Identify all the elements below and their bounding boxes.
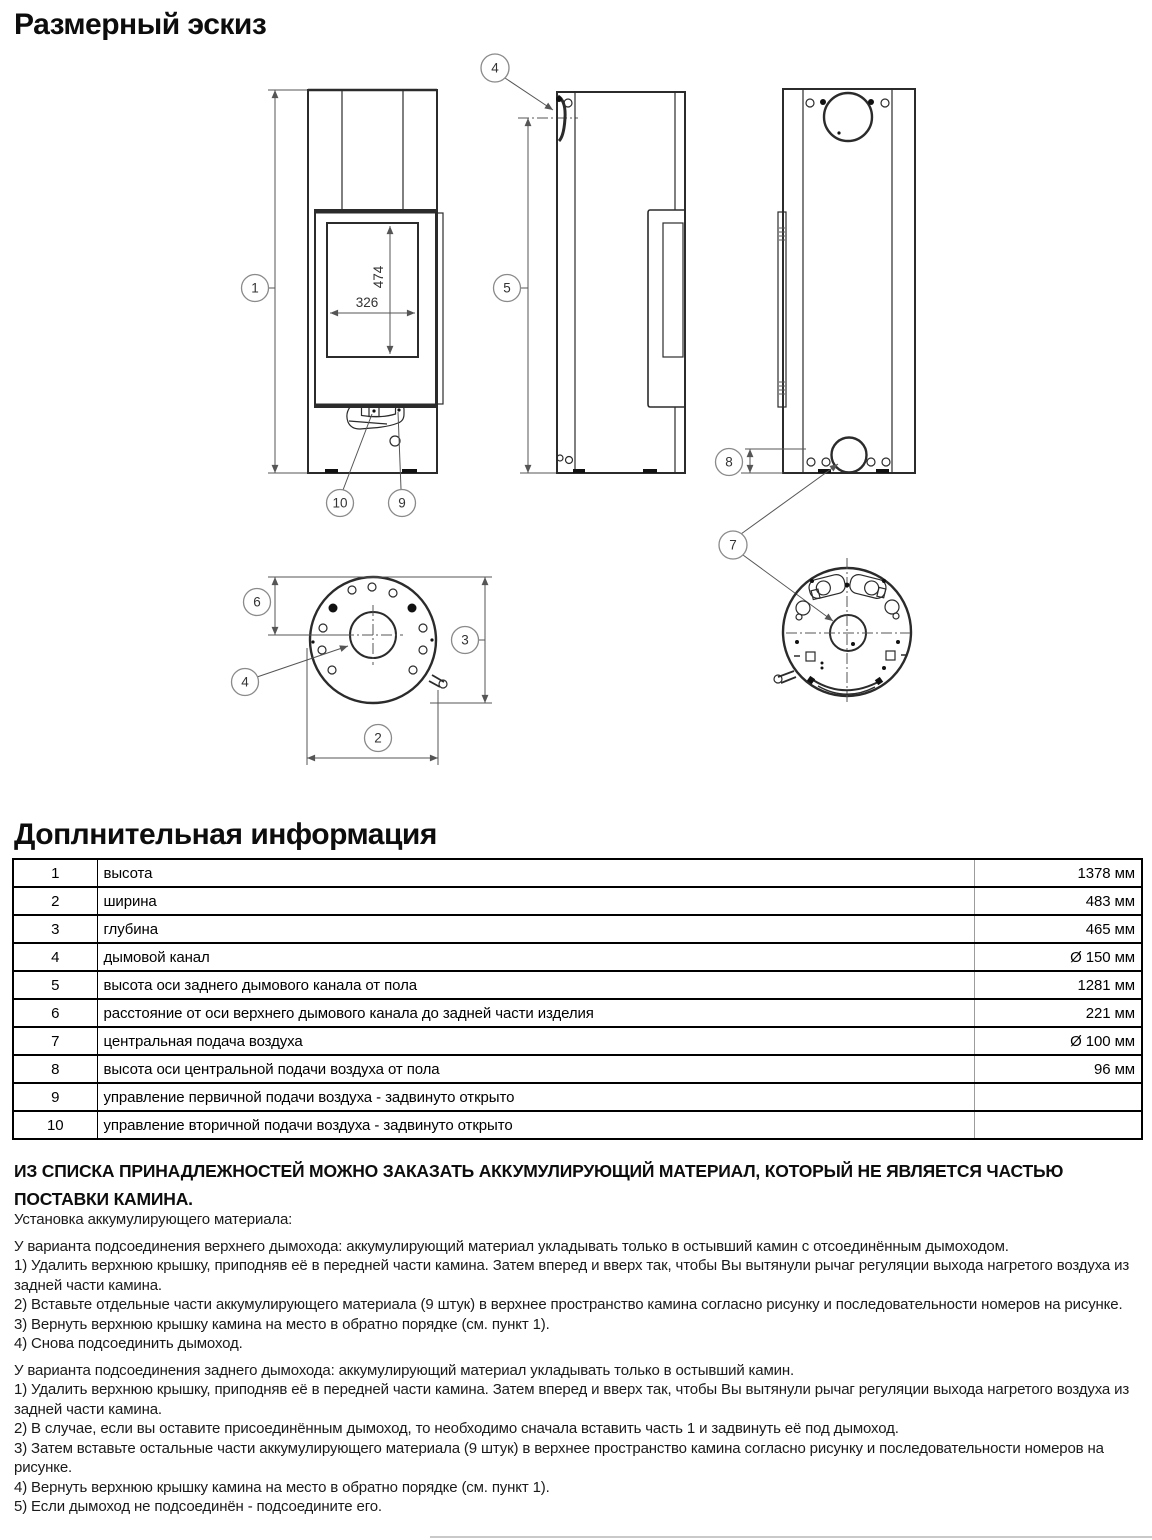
table-row [13, 971, 1142, 999]
air-valve-handle-bottom [774, 671, 796, 683]
row-value: 465 мм [974, 915, 1142, 943]
top-flue-opening [824, 93, 872, 141]
page-title: Размерный эскиз [14, 8, 267, 41]
table-row [13, 1055, 1142, 1083]
table-row [13, 859, 1142, 887]
air-control-levers [347, 407, 404, 447]
row-number: 10 [13, 1111, 97, 1139]
table-row [13, 915, 1142, 943]
row-number: 4 [13, 943, 97, 971]
row-value: 221 мм [974, 999, 1142, 1027]
instruction-step: 3) Вернуть верхнюю крышку камина на место в обратно порядке (см. пункт 1). [14, 1315, 550, 1333]
top-connection-lead: У варианта подсоединения верхнего дымохода: аккумулирующий материал укладывать только в остывший камин с отсоединённым дымоходом. [14, 1237, 1009, 1255]
section-title: Доплнительная информация [14, 818, 437, 851]
callout-3 [452, 627, 486, 654]
callout-5 [494, 275, 529, 302]
row-number: 3 [13, 915, 97, 943]
callout-8 [716, 449, 743, 476]
side-view [481, 54, 685, 473]
svg-text:3: 3 [461, 632, 469, 648]
accessories-note: ИЗ СПИСКА ПРИНАДЛЕЖНОСТЕЙ МОЖНО ЗАКАЗАТЬ АККУМУЛИРУЮЩИЙ МАТЕРИАЛ, КОТОРЫЙ НЕ ЯВЛЯЕТСЯ ЧАСТЬЮ ПОСТАВКИ КАМИНА. [14, 1161, 1064, 1209]
row-value: Ø 150 мм [974, 943, 1142, 971]
rear-connection-lead: У варианта подсоединения заднего дымохода: аккумулирующий материал укладывать только в остывший камин. [14, 1361, 795, 1379]
svg-text:10: 10 [332, 495, 348, 511]
svg-text:1: 1 [251, 280, 259, 296]
instructions-intro: Установка аккумулирующего материала: [14, 1211, 293, 1228]
callout-4 [481, 54, 553, 110]
row-description: высота оси центральной подачи воздуха от пола [97, 1055, 974, 1083]
row-description: управление первичной подачи воздуха - задвинуто открыто [97, 1083, 974, 1111]
svg-text:4: 4 [491, 60, 499, 76]
instruction-step: 2) В случае, если вы оставите присоединённым дымоход, то необходимо сначала вставить часть 1 и задвинуть её под дымоход. [14, 1420, 899, 1437]
row-number: 2 [13, 887, 97, 915]
row-description: дымовой канал [97, 943, 974, 971]
dimensional-sketch [0, 50, 1152, 770]
central-air-inlet-rear [832, 438, 867, 473]
callout-1 [242, 275, 276, 302]
row-description: высота [97, 859, 974, 887]
instruction-step: 4) Снова подсоединить дымоход. [14, 1335, 243, 1352]
page-bottom-rule [430, 1536, 1152, 1538]
callout-9 [389, 412, 416, 517]
bottom-plate-details [794, 573, 907, 694]
front-view [242, 90, 444, 517]
row-value: 1281 мм [974, 971, 1142, 999]
glass-height-dim-label: 474 [371, 265, 386, 289]
dimensions-table [12, 858, 1143, 1140]
row-value: Ø 100 мм [974, 1027, 1142, 1055]
svg-text:9: 9 [398, 495, 406, 511]
row-value: 1378 мм [974, 859, 1142, 887]
svg-text:4: 4 [241, 674, 249, 690]
instruction-step: 5) Если дымоход не подсоединён - подсоедините его. [14, 1498, 382, 1515]
row-number: 7 [13, 1027, 97, 1055]
row-value [974, 1111, 1142, 1139]
top-view [232, 577, 493, 765]
instruction-step: 3) Затем вставьте остальные части аккумулирующего материала (9 штук) в верхнее пространство камина согласно рисунку и последовательности номеров на рисунке. [14, 1439, 1104, 1476]
table-row [13, 1027, 1142, 1055]
table-row [13, 943, 1142, 971]
instruction-step: 1) Удалить верхнюю крышку, приподняв её в передней части камина. Затем вперед и вверх так, чтобы Вы вытянули рычаг регуляции выхода нагретого воздуха из задней части камина. [14, 1257, 1130, 1294]
row-description: ширина [97, 887, 974, 915]
row-description: расстояние от оси верхнего дымового канала до задней части изделия [97, 999, 974, 1027]
row-description: глубина [97, 915, 974, 943]
row-number: 6 [13, 999, 97, 1027]
svg-text:7: 7 [729, 537, 737, 553]
rear-view [716, 89, 916, 621]
svg-text:2: 2 [374, 730, 382, 746]
installation-instructions [14, 1210, 1138, 1517]
svg-text:6: 6 [253, 594, 261, 610]
svg-text:8: 8 [725, 454, 733, 470]
row-value: 483 мм [974, 887, 1142, 915]
row-number: 1 [13, 859, 97, 887]
row-number: 9 [13, 1083, 97, 1111]
glass-width-dim-label: 326 [355, 295, 379, 310]
svg-text:5: 5 [503, 280, 511, 296]
table-row [13, 1083, 1142, 1111]
table-row [13, 887, 1142, 915]
callout-6 [244, 589, 271, 616]
row-number: 8 [13, 1055, 97, 1083]
bottom-view [774, 558, 911, 702]
instruction-step: 1) Удалить верхнюю крышку, приподняв её в передней части камина. Затем вперед и вверх так, чтобы Вы вытянули рычаг регуляции выхода нагретого воздуха из задней части камина. [14, 1381, 1130, 1418]
row-description: управление вторичной подачи воздуха - задвинуто открыто [97, 1111, 974, 1139]
door-handle-top [429, 675, 447, 688]
row-description: высота оси заднего дымового канала от пола [97, 971, 974, 999]
row-value: 96 мм [974, 1055, 1142, 1083]
instruction-step: 2) Вставьте отдельные части аккумулирующего материала (9 штук) в верхнее пространство камина согласно рисунку и последовательности номеров на рисунке. [14, 1296, 1123, 1313]
row-value [974, 1083, 1142, 1111]
callout-2 [365, 725, 392, 752]
row-number: 5 [13, 971, 97, 999]
instruction-step: 4) Вернуть верхнюю крышку камина на место в обратно порядке (см. пункт 1). [14, 1478, 550, 1496]
callout-10 [327, 414, 373, 517]
row-description: центральная подача воздуха [97, 1027, 974, 1055]
table-row [13, 1111, 1142, 1139]
table-row [13, 999, 1142, 1027]
